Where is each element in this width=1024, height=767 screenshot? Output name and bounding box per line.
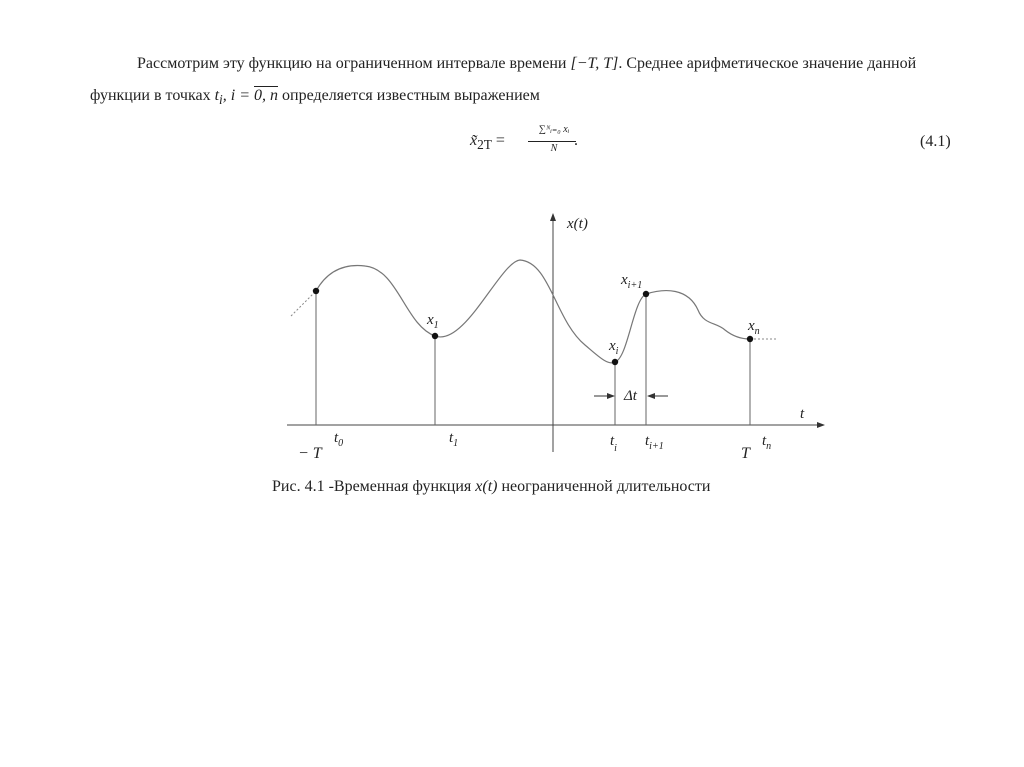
index-range: 0, n bbox=[254, 87, 278, 104]
formula-equals: = bbox=[491, 132, 505, 149]
function-curve bbox=[316, 260, 750, 363]
paragraph-text-1: Рассмотрим эту функцию на ограниченном интервале времени bbox=[137, 55, 571, 72]
curve-left-extension bbox=[291, 291, 316, 316]
formula-lhs-sub: 2T bbox=[477, 137, 492, 153]
tick-ti1: $t_{i+1}$ bbox=[645, 433, 664, 452]
tick-T: T bbox=[741, 445, 750, 462]
x-axis-label: t bbox=[800, 406, 805, 422]
paragraph-text-2: . Среднее арифметическое значение данной функции в точках bbox=[90, 55, 917, 104]
caption-suffix: неограниченной длительности bbox=[497, 478, 711, 495]
point-xn bbox=[747, 336, 753, 342]
formula-numerator: ∑ᴺᵢ₌₀ xᵢ bbox=[538, 124, 570, 135]
tick-ti: $t_i$ bbox=[610, 433, 617, 454]
index-sep: , i = bbox=[222, 87, 254, 104]
paragraph-text-3: определяется известным выражением bbox=[278, 87, 540, 104]
tick-t0: $t_0$ bbox=[334, 430, 344, 449]
point-sub: i bbox=[219, 92, 223, 108]
formula-end: . bbox=[574, 132, 578, 149]
caption-func: x(t) bbox=[475, 478, 498, 495]
formula-denominator: N bbox=[550, 143, 558, 154]
point-var: t bbox=[214, 87, 220, 104]
equation-number: (4.1) bbox=[920, 133, 951, 150]
tick-t1: $t_1$ bbox=[449, 430, 459, 449]
point-x1 bbox=[432, 333, 438, 339]
label-xi: $x_i$ bbox=[609, 338, 619, 357]
delta-t-label: Δt bbox=[624, 388, 637, 404]
label-x1: $x_1$ bbox=[427, 312, 439, 331]
point-xi bbox=[612, 359, 618, 365]
y-axis-label: x(t) bbox=[567, 216, 588, 232]
tick-tn: $t_n$ bbox=[762, 433, 772, 452]
point-x0 bbox=[313, 288, 319, 294]
caption-prefix: Рис. 4.1 -Временная функция bbox=[272, 478, 476, 495]
point-xi1 bbox=[643, 291, 649, 297]
interval-math: [−T, T] bbox=[570, 55, 619, 72]
label-xn: $x_n$ bbox=[748, 318, 760, 337]
tick-minus-T: − T bbox=[298, 445, 322, 462]
formula-lhs-symbol: x̃ bbox=[470, 132, 478, 149]
label-xi1: $x_{i+1}$ bbox=[621, 272, 643, 291]
figure-caption bbox=[272, 478, 710, 496]
